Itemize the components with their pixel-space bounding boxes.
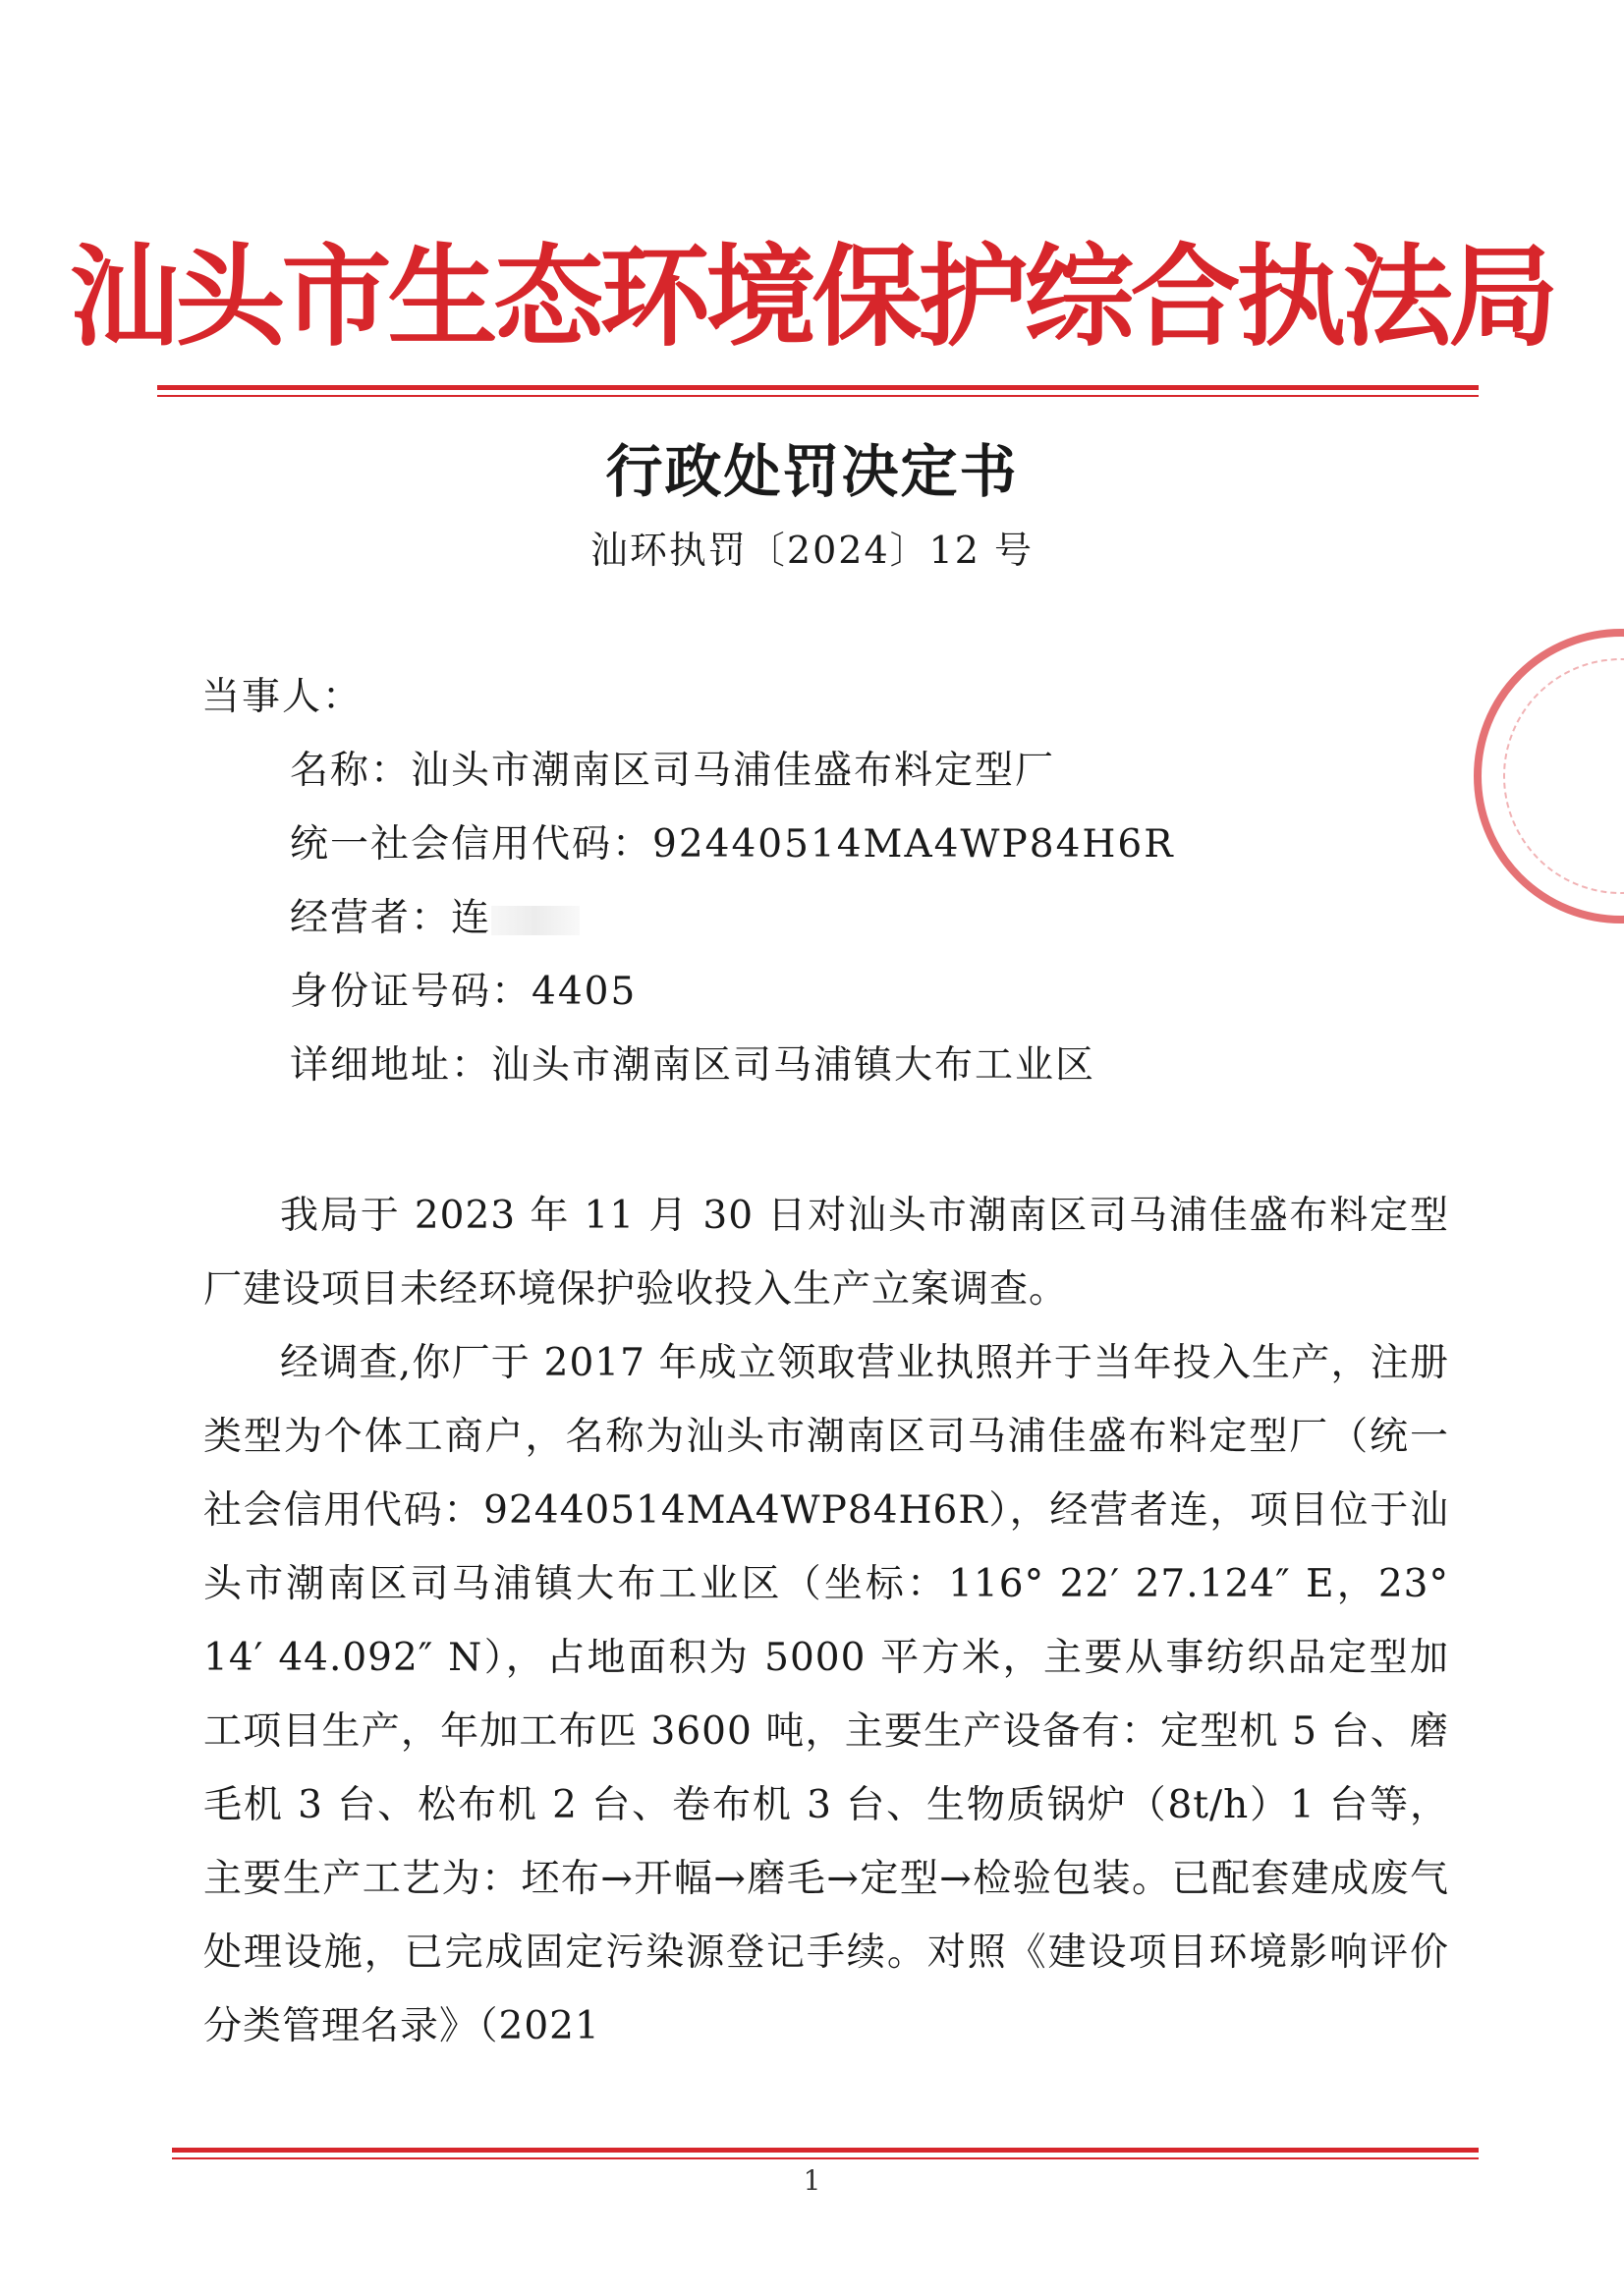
footer-rule-thin: [172, 2157, 1479, 2159]
paragraph-case-filing: 我局于 2023 年 11 月 30 日对汕头市潮南区司马浦佳盛布料定型厂建设项目未经环境保护验收投入生产立案调查。: [203, 1194, 1449, 1312]
paragraph-investigation: 经调查,你厂于 2017 年成立领取营业执照并于当年投入生产，注册类型为个体工商户，名称为汕头市潮南区司马浦佳盛布料定型厂（统一社会信用代码：92440514MA4WP84H6R），经营者连，项目位于汕头市潮南区司马浦镇大布工业区（坐标：116° 22′ 27.124″ E，23° 14′ 44.092″ N），占地面积为 5000 平方米，主要从事纺织品定型加工项目生产，年加工布匹 3600 吨，主要生产设备有：定型机 5 台、磨毛机 3 台、松布机 2 台、卷布机 3 台、生物质锅炉（8t/h）1 台等，主要生产工艺为：坯布→开幅→磨毛→定型→检验包装。已配套建成废气处理设施，已完成固定污染源登记手续。对照《建设项目环境影响评价分类管理名录》（2021: [203, 1341, 1449, 2048]
footer-rule-thick: [172, 2148, 1479, 2153]
party-name-label: 名称：: [290, 749, 412, 793]
document-number: 汕环执罚〔2024〕12 号: [589, 529, 1035, 572]
party-name-value: 汕头市潮南区司马浦佳盛布料定型厂: [411, 749, 1056, 793]
operator-value: 连: [451, 896, 492, 940]
document-title: 行政处罚决定书: [605, 438, 1019, 505]
address-label: 详细地址：: [290, 1043, 492, 1088]
page-number: 1: [803, 2164, 821, 2197]
party-name-row: [290, 742, 1055, 801]
header-rule-thick: [157, 385, 1479, 390]
id-number-label: 身份证号码：: [290, 970, 532, 1014]
operator-row: [290, 889, 580, 948]
credit-code-value: 92440514MA4WP84H6R: [652, 822, 1175, 867]
address-value: 汕头市潮南区司马浦镇大布工业区: [491, 1043, 1096, 1088]
header-rule-thin: [157, 395, 1479, 397]
operator-label: 经营者：: [290, 896, 452, 940]
address-row: [290, 1036, 1095, 1095]
agency-letterhead: 汕头市生态环境保护综合执法局: [69, 234, 1555, 362]
id-number-value: 4405: [532, 970, 638, 1014]
id-number-row: [290, 963, 637, 1022]
credit-code-row: [290, 815, 1175, 874]
credit-code-label: 统一社会信用代码：: [290, 822, 653, 867]
redacted-name-mask: [491, 906, 580, 935]
party-heading: 当事人：: [201, 675, 364, 719]
